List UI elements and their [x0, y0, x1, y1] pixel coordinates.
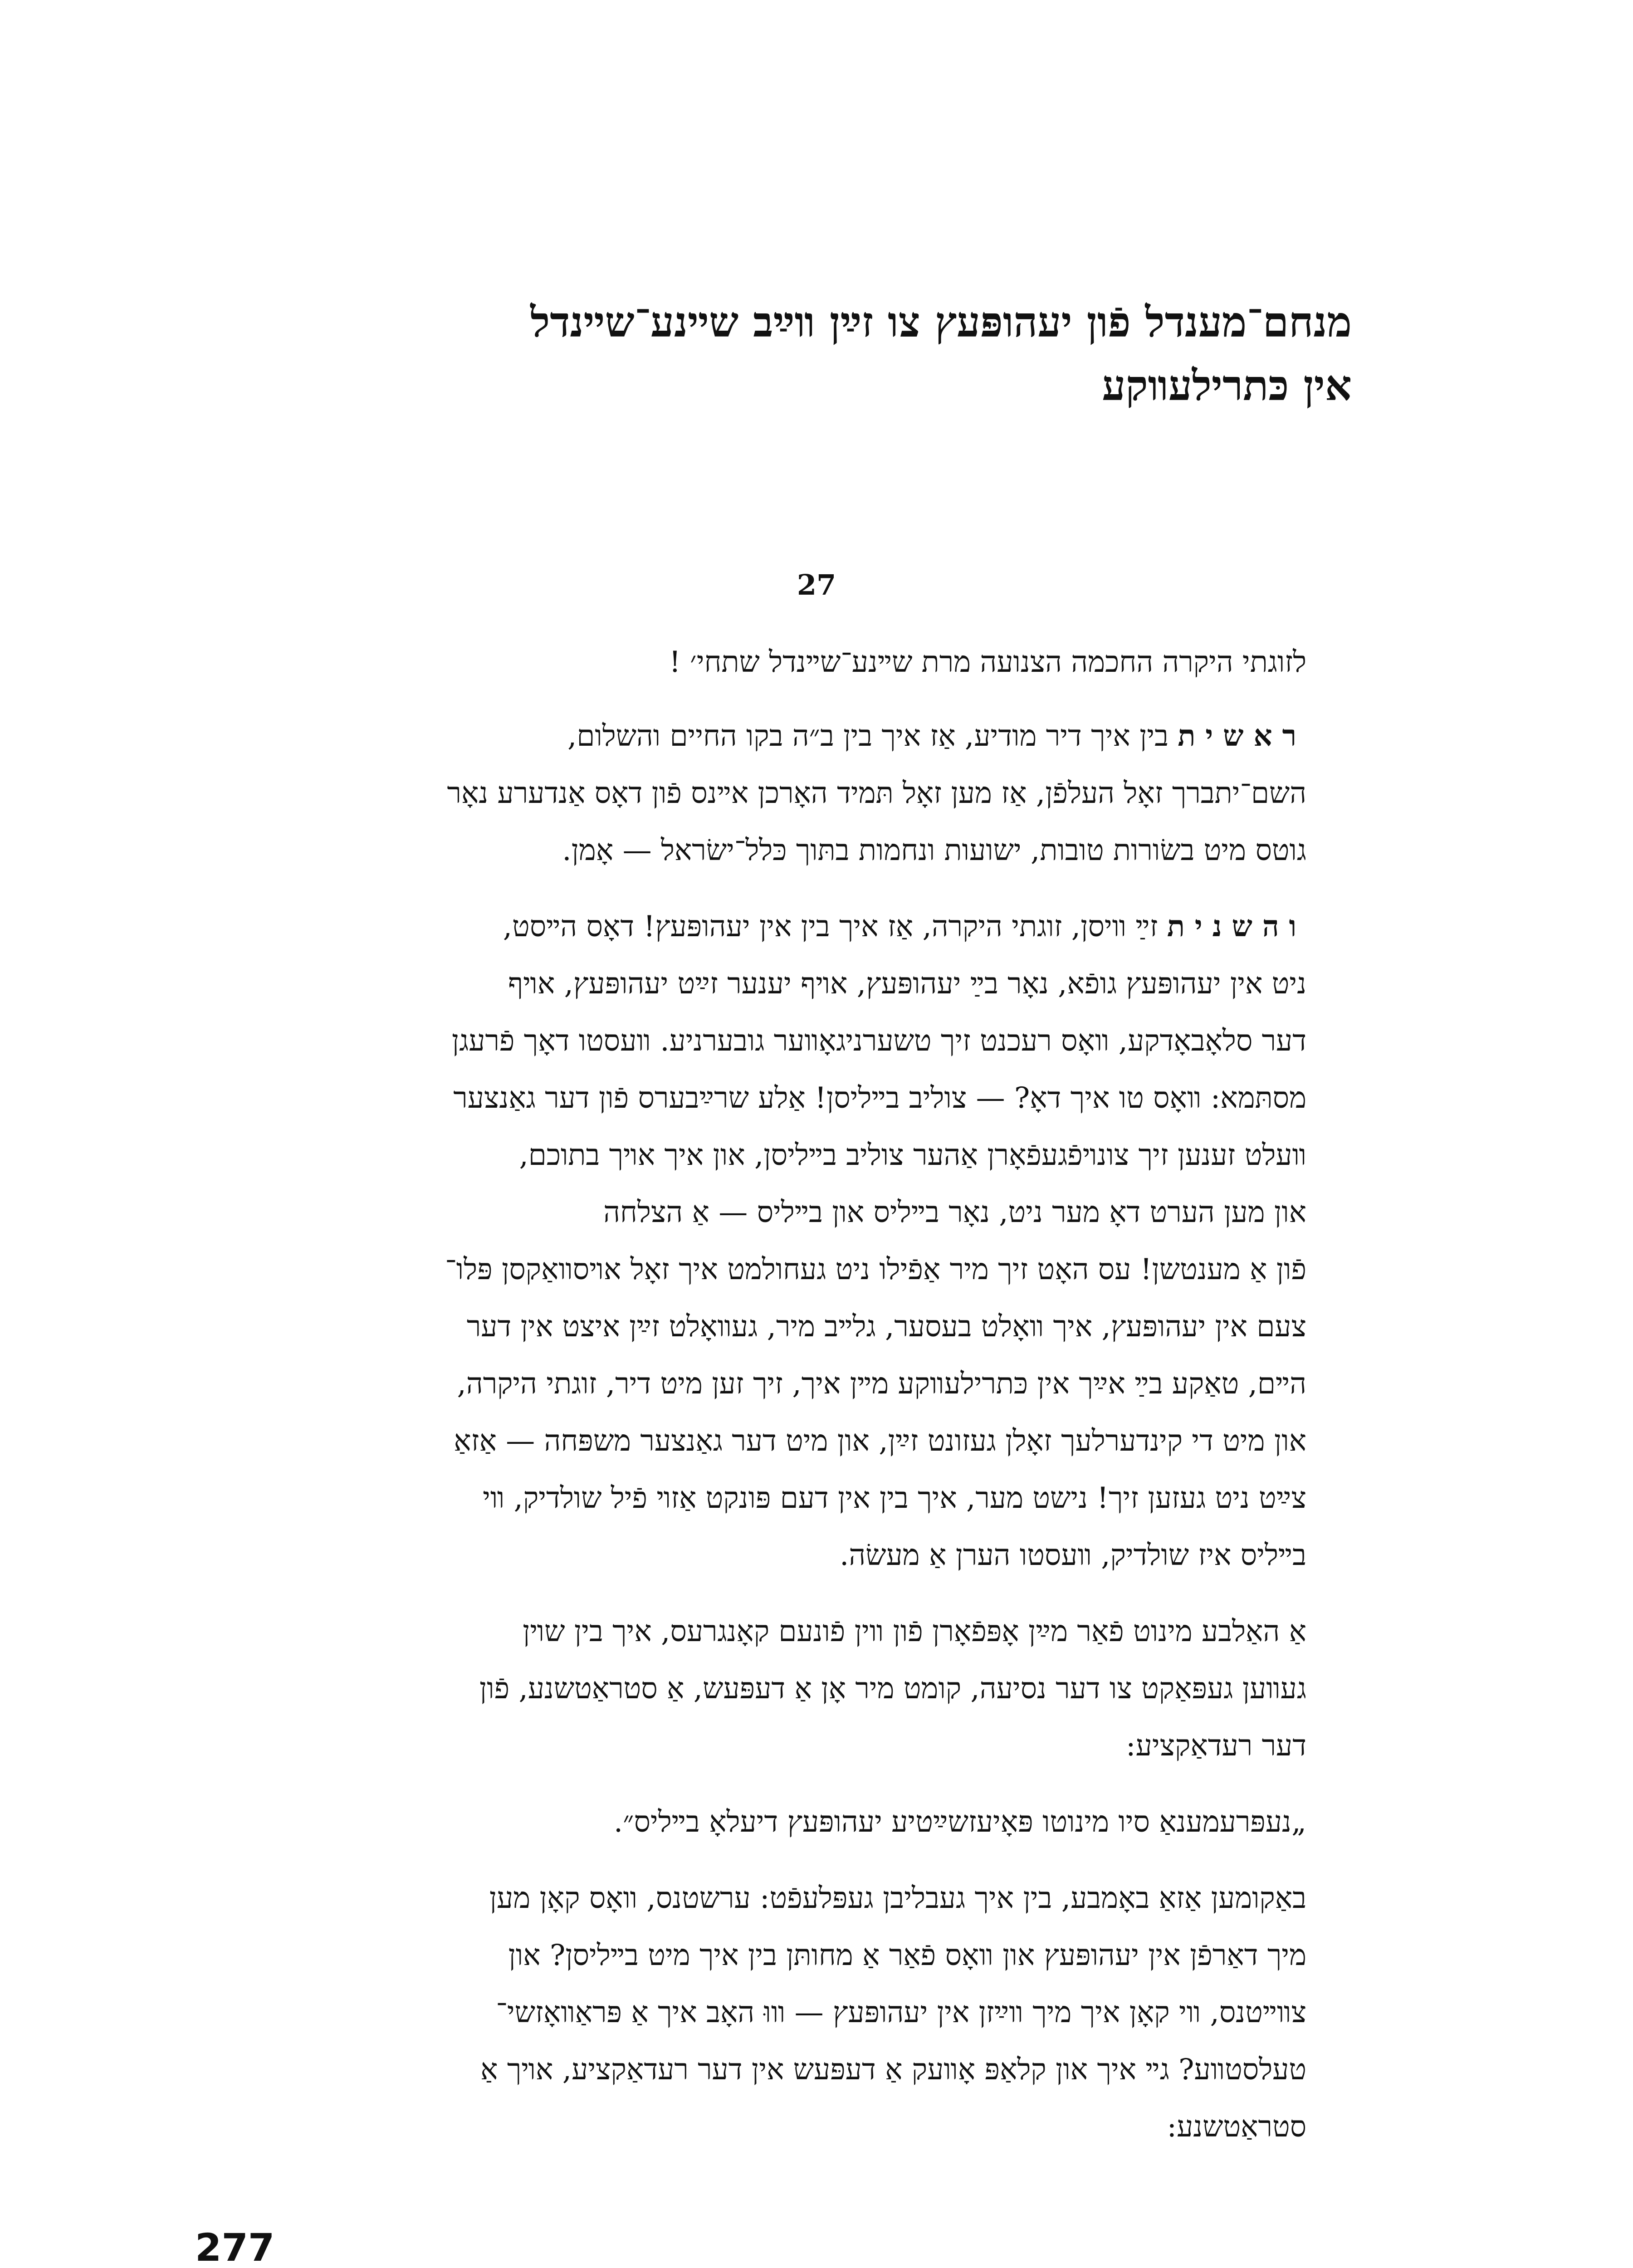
text-line: צײַט ניט געזען זיך! נישט מער, איך בין אין דעם פּונקט אַזױ פֿיל שולדיק, װי	[483, 1481, 1306, 1515]
paragraph-3	[195, 1603, 1306, 1774]
salutation: לזוגתי היקרה החכמה הצנועה מרת שײנע־שײנדל שתחי׳ !	[669, 645, 1306, 679]
line-text: בין איך דיר מודיע, אַז איך בין ב״ה בקו החיים והשלום,	[567, 719, 1169, 753]
text-line: מסתּמא: װאָס טו איך דאָ? — צוליב בײליסן! אַלע שרײַבערס פֿון דער גאַנצער	[453, 1081, 1306, 1115]
text-line: און מיט די קינדערלעך זאָלן געזונט זײַן, און מיט דער גאַנצער משפּחה — אַזאַ	[454, 1424, 1306, 1458]
paragraph-1	[195, 708, 1306, 879]
line-text: זײַ װיסן, זוגתי היקרה, אַז איך בין אין יעהופּעץ! דאָס הײסט,	[503, 910, 1158, 943]
text-line	[195, 898, 1306, 955]
text-line: טעלסטװע? גײ איך און קלאַפּ אָװעק אַ דעפּעש אין דער רעדאַקציע, אױך אַ	[480, 2053, 1306, 2087]
text-line: צװײטנס, װי קאָן איך מיך װײַזן אין יעהופּעץ — װוּ האָב איך אַ פּראַװאָזשי־	[496, 1996, 1306, 2029]
text-line: גוטס מיט בשׂורות טובות, ישועות ונחמות בתּוך כּלל־ישׂראל — אָמן.	[562, 834, 1306, 867]
text-line: דער סלאָבאָדקע, װאָס רעכנט זיך טשערניגאָװער גובערניע. װעסטו דאָך פֿרעגן	[451, 1024, 1306, 1058]
chapter-heading-line-2: אין כּתרילעװקע	[1102, 361, 1352, 410]
text-line: אַ האַלבע מינוט פֿאַר מײַן אָפּפֿאָרן פֿון װין פֿונעם קאָנגרעס, איך בין שױן	[523, 1615, 1306, 1648]
text-line: סטראַטשנע:	[1167, 2110, 1306, 2144]
paragraph-5	[195, 1870, 1306, 2156]
text-line: „נעפּרעמענאַ סיו מינוטו פּאָיעזשײַטיע יעהופּעץ דיעלאָ בײליס״.	[613, 1805, 1306, 1839]
text-line: באַקומען אַזאַ באָמבע, בין איך געבליבן געפּלעפֿט: ערשטנס, װאָס קאָן מען	[489, 1882, 1306, 1915]
paragraph-2	[195, 898, 1306, 1584]
text-line: געװען געפּאַקט צו דער נסיעה, קומט מיר אָן אַ דעפּעש, אַ סטראַטשנע, פֿון	[479, 1672, 1306, 1706]
text-line: בײליס איז שולדיק, װעסטו הערן אַ מעשׂה.	[839, 1539, 1306, 1572]
letter-number: 27	[797, 568, 836, 601]
text-line: װעלט זענען זיך צונױפֿגעפֿאָרן אַהער צוליב בײליסן, און איך אױך בתוכם,	[519, 1139, 1306, 1172]
lead-word: ראשית	[1178, 719, 1306, 753]
chapter-heading	[318, 290, 1352, 417]
text-line: דער רעדאַקציע:	[1126, 1729, 1306, 1763]
chapter-heading-line-1: מנחם־מענדל פֿון יעהופּעץ צו זײַן װײַב שײנע־שײנדל	[530, 298, 1352, 347]
telegram-quote	[195, 1794, 1306, 1851]
text-line: השם־יתברך זאָל העלפֿן, אַז מען זאָל תּמיד האָרכן אײנס פֿון דאָס אַנדערע נאָר	[447, 777, 1306, 810]
page-number: 277	[195, 2225, 275, 2268]
text-line: און מען הערט דאָ מער ניט, נאָר בײליס און בײליס — אַ הצלחה	[603, 1196, 1306, 1229]
text-line: פֿון אַ מענטשן! עס האָט זיך מיר אַפֿילו ניט געחולמט איך זאָל אױסװאַקסן פּלו־	[445, 1253, 1306, 1286]
text-line: ניט אין יעהופּעץ גופֿא, נאָר בײַ יעהופּעץ, אױף יענער זײַט יעהופּעץ, אױף	[508, 967, 1306, 1001]
text-line: צעם אין יעהופּעץ, איך װאָלט בעסער, גלײב מיר, געװאָלט זײַן איצט אין דער	[466, 1310, 1306, 1344]
text-line: הײם, טאַקע בײַ אײַך אין כּתרילעװקע מײן איך, זיך זען מיט דיר, זוגתי היקרה,	[457, 1367, 1306, 1401]
letter-body	[195, 708, 1306, 2175]
text-line: מיך דאַרפֿן אין יעהופּעץ און װאָס פֿאַר אַ מחותּן בין איך מיט בײליסן? און	[508, 1939, 1306, 1972]
lead-word: והשנית	[1167, 909, 1306, 943]
text-line	[195, 708, 1306, 765]
